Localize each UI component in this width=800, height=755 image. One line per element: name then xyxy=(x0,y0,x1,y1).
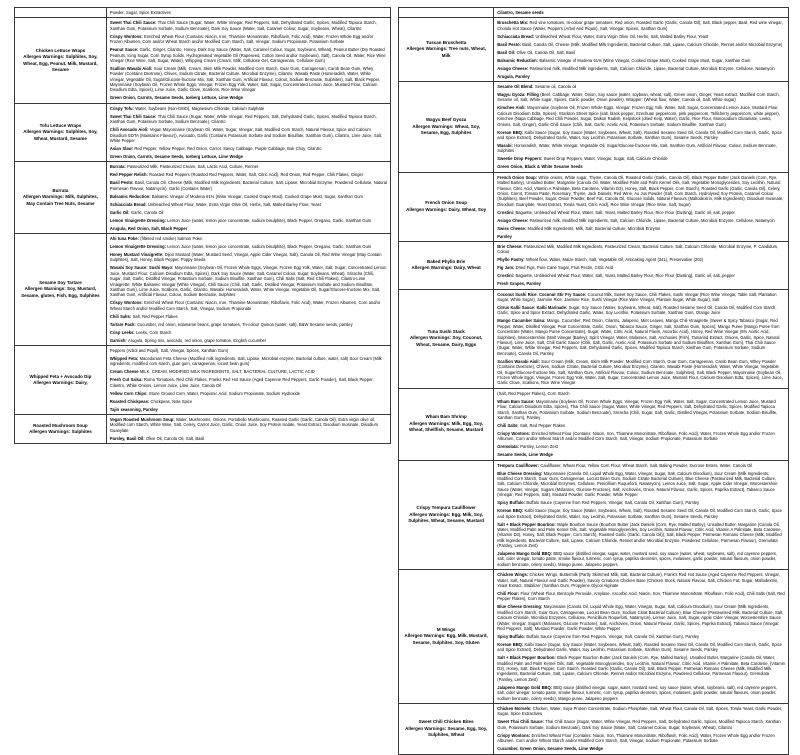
ingredient-line: Cilantro, Sesame seeds xyxy=(497,10,785,15)
ingredient-line: Wasabi Soy Sauce: Sushi Mayo: Mayonnaise (Soybean Oil, Frozen Whole Eggs, Vinegar, Frozen Egg Yolk, Water, Salt, Sugar, Concentrated Lemon Juice, Mustard Flour, Calcium Disodium Edta, Spices), Dark Soy Sauce (Water, Salt, Caramel Colour, Sugar, Soybeans, Wheat), Sriracha (Chili, Sugar, Salt, Garlic, Distilled Vinegar, Potassium Sorbate, Sodium Bisulfite, Xanthan Gum), Chili Salts (Salt, Red Chili Flakes), Cilantro-Lime Vinaigrette: White Balsamic Vinegar (White Vinegar), Chili Sauce (Chili, Salt, Garlic, Distilled Vinegar, Potassium Sorbate and Sodium Bisulfate, Xanthan Gum), Lime Juice, Scallions, Garlic, Cilantro, Wasabi: Horseradish, Water, White Vinegar, Vegetable Oil, Sugar/Glucose-fructose Mix, Salt, Xanthan Gum, Artificial Flavour, Colour, Sodium Benzoate, Sulphites xyxy=(110,265,387,297)
dish-name: Sesame Soy Tartare xyxy=(39,280,82,287)
menu-table-right xyxy=(398,7,789,755)
ingredient-line: French Onion Soup: White onions, White sugar, Thyme, Canola Oil, Roasted Garlic (Garlic, Canola Oil), Black Pepper Butter (Jack Daniels (Corn, Rye, Malted Barley), Unsalted Butter, Margarine (Canola Oil, Water, Modified Palm and Palm Kernel Oils, Salt, Vegetable Monoglycerides, Soy Lecithin, Natural Flavour, Citric Acid, Vitamin A Palmitate, Beta Carotene, Vitamin D3), Honey, Salt, Black Pepper, Corn Starch), Roasted Garlic (Garlic, Canola Oil), Celery, Onion, Carrot, Tomato Paste, Rosemary, Thyme, Jack Daniels, Red Wine, Au Jus Powder (Salt, Corn Starch, Hydrolysed Soy Protein, Caramel Colour (Sulphites), Beef Powder, Sugar, Onion Powder, Beef Fat, Canola Oil, Glucose Solids, Natural Flavours (Maltodextrin, Milk Ingredients), Disodium Inosinate, Disodium Guanylate, Yeast Extract, Torula Yeast, Citric Acid), Rice Wine Vinegar (Rice Wine, Salt, Sugar) xyxy=(497,175,785,207)
ingredient-line: Jalapeno Mango Gold BBQ: BBQ sauce (distilled vinegar, sugar, water, mustard seed, soy sauce (water, wheat, soybeans, salt), red cayenne peppers, salt, cider vinegar, tomato paste, smoke flavour, turmeric, corn syrup, paprika oleoresin, spices, molasses, garlic powder, natural flavours, onion powder, sodium benzoate, celery seeds), Mango puree, Jalapeno peppers xyxy=(497,551,785,567)
dish-label-cell xyxy=(399,290,494,388)
ingredient-line: Peppers (Arbol and Piquil), Salt, Vinegar, Spices, Xanthan Gum) xyxy=(110,348,387,353)
dish-label-cell xyxy=(399,704,494,754)
ingredient-line: Roasted Chickpeas: Chickpeas, Nola Spice xyxy=(110,399,387,404)
ingredient-line: Wasabi: Horseradish, Water, White Vinegar, Vegetable Oil, Sugar/Glucose-fructose Mix, Salt, Xanthan Gum, Artificial Flavour, Colour, Sodium Benzoate, Sulphites xyxy=(497,143,785,154)
dish-label-cell xyxy=(399,18,494,81)
ingredient-line: Cucumber, Green Onion, Sesame Seeds, Lime Wedge xyxy=(497,746,785,751)
ingredient-line: Crispy Wontons: Enriched Wheat Flour (Contains: Niacin, Iron, Thiamine Mononitrate, Riboflavin, Folic Acid), Water, Frozen Whole Egg and/or Frozen Albumen, Corn and/or Wheat Starch and/or Modified Corn Starch, Salt, Vinegar, Sodium Propionate, Potassium Sorbate xyxy=(497,733,785,744)
dish-label-cell xyxy=(15,8,107,17)
table-row xyxy=(399,570,788,704)
ingredient-line: Chili Avocado Aioli: Vegan Mayonnaise (Soybean Oil, Water, Sugar, Vinegar, Salt, Modified Corn Starch, Natural Flavour, Spice and Calcium Disodium EDTA (Maintains Flavour)), Avocado, Garlic (Contains Potassium Sorbate and Sodium Bisulfate, Xanthan Gum), Cilantro, Lime Juice, Salt, White Pepper xyxy=(110,127,387,143)
ingredient-line: Crispy Tofu: Water, Soybeans (Non-GMO), Magnesium Chloride, Calcium Sulphate xyxy=(110,106,387,111)
menu-table-left xyxy=(14,7,391,444)
table-row xyxy=(15,415,390,443)
ingredient-line: Schiacciata Bread: Unbleached Wheat Flour, Water, Extra Virgin Olive Oil, Herbs, Salt, Malted Barley Flour, Yeast xyxy=(110,202,387,207)
ingredient-line: Korean BBQ: Kalbi Sauce (Sugar, Soy Sauce (Water, Soybeans, Wheat, Salt), Roasted Sesame Seed Oil, Canola Oil, Modified Corn Starch, Garlic, Spice and Spice Extract), Dehydrated Garlic, Water, Soy Lecithin, Potassium Sorbate, Xanthan Gum), Sesame Seeds, Parsley xyxy=(497,508,785,519)
table-row xyxy=(399,173,788,242)
allergen-warnings: Allergen Warnings: Tree nuts, Wheat, Milk xyxy=(403,46,489,59)
ingredient-line: Basil Pesto: Basil, Canola Oil, Cheese (Milk, Modified Milk Ingredients, Bacterial Culture, Salt, Lipase, Microbial Enzyme, Powdered Cellulose, Natural Parmesan Flavour, Natamycin), Garlic (Contains Water) xyxy=(110,180,387,191)
dish-label-cell xyxy=(399,82,494,172)
ingredients-cell xyxy=(494,82,788,172)
dish-label-cell xyxy=(15,346,107,414)
allergen-warnings: Allergen Warnings: Dairy, Wheat xyxy=(412,265,481,272)
table-row xyxy=(399,389,788,461)
ingredient-line: Wham Bam Sauce: Mayonnaise (Soybean Oil, Frozen Whole Eggs, Vinegar, Frozen Egg Yolk, Water, Salt, Sugar, Concentrated Lemon Juice, Mustard Flour, Calcium Disodium Edta, Spices), Thai Chili Sauce (Sugar, Water, White Vinegar, Red Peppers, Salt, Dehydrated Garlic, Spices, Modified Tapioca Starch, Xanthan Gum, Potassium Sorbate, Sodium Benzoate), Sriracha (Chili, Sugar, Salt, Garlic, Distilled Vinegar, Potassium Sorbate, Sodium Bisulfite, Xanthan Gum), Parsley xyxy=(497,399,785,421)
table-row xyxy=(399,242,788,290)
ingredient-line: Arugula, Parsley xyxy=(497,74,785,79)
ingredient-line: Garlic Oil: Garlic, Canola Oil xyxy=(110,210,387,215)
ingredients-cell xyxy=(107,234,390,345)
ingredient-line: Asiago Cheese: Pasteurized milk, Modified Milk ingredients, Salt, Calcium Chloride, Lipase, Bacterial Culture, Microbial Enzyme, Cellulose, Natamycin xyxy=(497,218,785,223)
allergen-warnings: Allergen Warnings: Soy, Coconut, Wheat, Sesame, Dairy, Eggs xyxy=(403,335,489,348)
allergen-warnings: Allergen Warnings: Milk, Sulphites, May Contain Tree Nuts, Sesame xyxy=(19,194,102,207)
ingredient-line: Green Onion, Carrots, Sesame Seeds, Iceberg Lettuce, Lime Wedge xyxy=(110,95,387,100)
ingredient-line: Fresh Grapes, Parsley xyxy=(497,281,785,286)
ingredient-line: Lemon Vinaigrette Dressing: Lemon Juice (water, lemon juice concentrate, sodium bisulphite), Black Pepper, Oregano, Garlic, Xanthan Gum xyxy=(110,244,387,249)
ingredient-line: Cream Cheese MILK, CREAM, MODIFIED MILK INGREDIENTS, SALT, BACTERIAL CULTURE, LACTIC ACID xyxy=(110,369,387,374)
ingredient-line: (Salt, Red Pepper Flakes), Corn Starch xyxy=(497,391,785,396)
table-row xyxy=(15,104,390,163)
dish-label-cell xyxy=(15,415,107,443)
ingredient-line: Bruschetta Mix: Red vine tomatoes, tri-colour grape tomatoes, Red onion, Roasted Garlic (Garlic, Canola Oil), Salt, Black pepper, Basil, Red wine vinegar, Cholula Hot Sauce (Water, Peppers (Arbol And Piquin), Salt, Vinegar, Spices, Xanthan Gum) xyxy=(497,20,785,31)
ingredient-line: Tartare Pack: Cucumber, red onion, edamame beans, grape tomatoes, Tri-colour Quinoa (water, salt), B&W Sesame seeds, parsley xyxy=(110,322,387,327)
ingredient-line: Parsley, Basil Oil: Olive Oil, Canola Oil, Salt, Basil xyxy=(110,436,387,441)
ingredient-line: Green Onion, Carrots, Sesame Seeds, Iceberg Lettuce, Lime Wedge xyxy=(110,154,387,159)
ingredient-line: Fresh Cut Salsa: Roma Tomatoes, Red Chili Flakes, Franks Red Hot Sauce (Aged Cayenne Red Peppers, Garlic Powder), Salt, Black Pepper, Cilantro, White Onions, Lemon Juice, Lime Juice, Canola Oil xyxy=(110,377,387,388)
dish-name: Crispy Tempura Cauliflower xyxy=(416,505,475,512)
ingredient-line: Green Onion, Black & White Sesame Seeds xyxy=(497,164,785,169)
dish-label-cell xyxy=(15,162,107,233)
ingredient-line: Basil Pesto: Basil, Canola Oil, Cheese (Milk, Modified Milk Ingredients, Bacterial Culture, Salt, Lipase, Calcium Chloride, Rennet and/or Microbial Enzyme) xyxy=(497,42,785,47)
dish-label-cell xyxy=(399,242,494,289)
dish-name: Tofu Lettuce Wraps xyxy=(40,123,82,130)
dish-name: Wham Bam Shrimp xyxy=(426,414,467,421)
ingredient-line: Fig Jam: Dried Figs, Pure Cane Sugar, Fruit Pectin, Citric Acid xyxy=(497,265,785,270)
ingredient-line: Garnish: Arugula, Spring mix, avocado, red onion, grape tomatoe, English cucumber xyxy=(110,338,387,343)
ingredient-line: Crisp Leeks: Leeks, Corn Starch xyxy=(110,330,387,335)
allergen-warnings: Allergen Warnings: Sesame, Egg, Soy, Sulphites, Wheat xyxy=(403,726,489,739)
ingredient-line: Korean BBQ: Kalbi Sauce (Sugar, Soy Sauce (Water, Soybeans, Wheat, Salt), Roasted Sesame Seed Oil, Canola Oil, Modified Corn Starch, Garlic, Spice and Spice Extract), Dehydrated Garlic, Water, Soy Lecithin, Potassium Sorbate, Xanthan Gum), Sesame Seeds, Parsley xyxy=(497,130,785,141)
table-row xyxy=(399,8,788,18)
dish-name: Sweet Chili Chicken Bites xyxy=(419,719,474,726)
allergen-warnings: Allergen Warnings: Egg, Milk, Soy, Sulphites, Wheat, Sesame, Mustard xyxy=(403,512,489,525)
ingredient-line: Sweet Thai Chili Sauce: Thai Chili Sauce (Sugar, Water, White Vinegar, Red Peppers, Salt, Dehydrated Garlic, Spices, Modified Tapioca Starch, Xanthan Gum, Potassium Sorbate, Sodium Benzoate), Cilantro xyxy=(110,114,387,125)
table-row xyxy=(15,234,390,346)
ingredient-line: Red Pepper Relish: Roasted Red Peppers (Roasted Red Peppers, Water, Salt, Citric Acid), Red Onion, Red Pepper, Chili Flakes, Ginger xyxy=(110,172,387,177)
allergen-warnings: Allergen Warnings: Sulphites, Soy, Wheat, Egg, Peanut, Milk, Mustard, Sesame xyxy=(19,54,102,74)
ingredient-line: Korean BBQ: Kalbi Sauce (Sugar, Soy Sauce (Water, Soybeans, Wheat, Salt), Roasted Sesame Seed Oil, Canola Oil, Modified Corn Starch, Garlic, Spice and Spice Extract), Dehydrated Garlic, Water, Soy Lecithin, Potassium Sorbate, Xanthan Gum), Sesame Seeds, Parsley xyxy=(497,642,785,653)
allergen-warnings: Allergen Warnings: Sulphites, Soy, Wheat, Mustard, Sesame xyxy=(19,129,102,142)
table-row xyxy=(399,704,788,754)
allergen-warnings: Allergen Warnings: Dairy, xyxy=(33,380,88,387)
ingredient-line: Asiago Cheese: Pasteurized milk, Modified Milk ingredients, Salt, Calcium Chloride, Lipase, Bacterial Culture, Microbial Enzyme, Cellulose, Natamycin xyxy=(497,66,785,71)
ingredient-line: Asian Slaw: Red Pepper, Yellow Pepper, Red Onion, Carrot, Savoy Cabbage, Purple Cabbage, Bok Choy, Cilantro xyxy=(110,146,387,151)
ingredient-line: Basil Oil: Olive Oil, Canola Oil, Salt, Basil xyxy=(497,50,785,55)
dish-name: Wagyu Beef Gyoza xyxy=(426,117,466,124)
ingredient-line: Honey Mustard Vinaigrette: Dijon Mustard (Water, Mustard Seed, Vinegar, Apple Cider Vinegar, Salt), Canola Oil, Red Wine Vinegar (May Contain Sulphites), Salt, Honey, Black Pepper, Poppy Seeds xyxy=(110,252,387,263)
ingredient-line: Balsamic Reduction: Balsamic Vinegar of Modena 61% (Wine Vinegar, Cooked Grape Must), Cooked Grape Must, Sugar, Xanthan Gum xyxy=(110,194,387,199)
ingredient-line: Swiss Cheese: Modified Milk Ingredients, Milk, Salt, Bacterial Culture, Microbial Enzyme xyxy=(497,226,785,231)
table-row xyxy=(15,162,390,234)
allergen-warnings: Allergen Warnings: Milk, Egg, Soy, Wheat, Shellfish, Sesame, Mustard xyxy=(403,421,489,434)
table-row xyxy=(399,290,788,389)
ingredients-cell xyxy=(107,8,390,17)
ingredient-line: Tajin seasoning, Parsley xyxy=(110,407,387,412)
ingredient-line: Chicken Wings: Chicken Wings, Buttermilk (Partly Skimmed Milk, Salt, Bacterial Culture), Frank's Red Hot Sauce (Aged Cayenne Red Peppers, Vinegar, Water, Salt, Natural Flavour and Garlic Powder), Savory Creations Chicken Base (Chicken Stock, Natural Flavour, Salt, Chicken Fat, Sugar, Maltodextrin, Yeast Extract, Stabilizer (Xanthan Gum, Propylene Glycol Alginate xyxy=(497,572,785,588)
dish-label-cell xyxy=(399,570,494,703)
ingredient-line: Tempura Cauliflower: Cauliflower, Wheat Flour, Yellow Corn Flour, Wheat Starch, Salt, Baking Powder, Sucrose Esters, Water, Canola Oil xyxy=(497,463,785,468)
ingredients-cell xyxy=(107,346,390,414)
dish-label-cell xyxy=(399,389,494,460)
ingredient-line: Citrus Kalbi Sauce: Kalbi Marinade: Sugar, Soy Sauce (Water, Soybeans, Wheat, Salt), Roasted Sesame Seed Oil, Canola Oil, Modified Corn Starch, Garlic, Spice and Spice Extract, Dehydrated Garlic, Water, Soy Lecithin, Potassium Sorbate, Xanthan Gum, Orange Juice xyxy=(497,305,785,316)
ingredients-cell xyxy=(494,173,788,241)
ingredient-line: Balsamic Reduction: Balsamic Vinegar of Modena 61% (Wine Vinegar, Cooked Grape Must), Cooked Grape Must, Sugar, Xanthan Gum xyxy=(497,58,785,63)
ingredients-cell xyxy=(494,18,788,81)
dish-label-cell xyxy=(399,461,494,570)
ingredient-line: Sesame Oil Blend: Sesame oil, Canola oil xyxy=(497,84,785,89)
ingredient-line: Sweetie Drop Peppers: Sweet Drop Peppers, Water, Vinegar, Sugar, Salt, Calcium Chloride xyxy=(497,156,785,161)
ingredient-line: Salt + Black Pepper Bourbon: Maple Bourbon Sauce (Bourbon Butter (Jack Daniels (Corn, Rye, Malted Barley), Unsalted Butter, Margarine (Canola Oil, Water, Modified Palm and Palm Kernel Oils, Salt, Vegetable Monoglycerides, Soy Lecithin, Natural Flavour, Citric Acid, Vitamin A Palmitate, Beta Carotene, (Vitamin D3), Honey, Salt, Black Pepper, Corn Starch), Roasted Garlic (Garlic, Canola Oil)), Salt, Black Pepper, Parmesan Romano Cheese (Milk, Modified Milk Ingredients, Bacterial Culture, Salt, Lipase, Calcium Chloride, Rennet and/or Microbial Enzyme, Powdered Cellulose, Parmesan Flavour), Gremolata (Parsley, Lemon Zest) xyxy=(497,522,785,549)
dish-name: M Wings xyxy=(437,627,455,634)
dish-label-cell xyxy=(15,104,107,162)
ingredient-line: Arugula, Red Onion, Salt, Black Pepper xyxy=(110,226,387,231)
ingredients-cell xyxy=(494,704,788,754)
ingredient-line: Peanut Sauce: Garlic, Ginger, Cilantro, Honey, Dark Soy Sauce (Water, Salt, Caramel Colour, Sugar, Soybeans, Wheat), Peanut Butter (Dry Roasted Peanuts, Icing Sugar, Corn Syrup Solids, Hydrogenated Vegetable Oil (Rapeseed, Cotton Seed and/or Soybeans), Salt), Canola Oil, Water, Rice Wine Vinegar (Rice Wine, Salt, Sugar, Water), Whipping Cream (Cream, Milk, Cellulose Gel, Carrageenan, Cellulose Gum) xyxy=(110,47,387,63)
ingredients-cell xyxy=(494,389,788,460)
dish-name: Baked Phyllo Brie xyxy=(427,259,465,266)
ingredients-cell xyxy=(107,162,390,233)
ingredient-line: Chili Salts: Salt, Red Pepper Flakes xyxy=(110,314,387,319)
dish-name: Roasted Mushroom Soup xyxy=(33,423,88,430)
ingredient-line: Vegan Roasted Mushroom Soup: Water, Mushrooms, Onions, Portobello Mushrooms, Roasted Garlic (Garlic, Canola Oil), Extra virgin olive oil, Modified corn Starch, White Wine, Salt, Celery, Carrot Juice, Garlic, Onion Juice, Soy Protein Isolate, Yeast Extract, Disodium Inosinate, Disodium Guanylate xyxy=(110,417,387,433)
dish-name: Tuscan Bruschetta xyxy=(426,40,466,47)
ingredient-line: Chili Flour: Flour (Wheat Flour, Benzoyle Peroxide, Amylase, Ascorbic Acid, Niacin, Iron, Thiamine Mononitrate, Riboflavin, Folic Acid), Chili Salts (Salt, Red Pepper Flakes), Corn Starch xyxy=(497,591,785,602)
table-row xyxy=(399,18,788,82)
dish-name: French Onion Soup xyxy=(425,200,467,207)
ingredient-line: Lemon Vinaigrette Dressing: Lemon Juice (water, lemon juice concentrate, sodium bisulphite), Black Pepper, Oregano, Garlic, Xanthan Gum xyxy=(110,218,387,223)
ingredient-line: Wagyu Gyoza: Filling (Beef, Cabbage, Water, Onion, Soy sauce (water, soybean, wheat, salt), Green onion, Ginger, Yeast extract, Modified Corn Starch, Sesame oil, Salt, White sugar, Spices, Garlic powder, Onion powder). Wrapper: (Wheat flour, Water, Canola oil, Salt, White sugar) xyxy=(497,92,785,103)
dish-label-cell xyxy=(399,173,494,241)
ingredient-line: Whipped Feta: Macedonian Feta Cheese (Modified milk ingredients, Salt, Lipase, Microbial enzyme, Bacterial culture, water, salt) Sour Cream (Milk ingredients, modified corn starch, guar gum, carrageenan, locust bean gum) xyxy=(110,356,387,367)
ingredients-cell xyxy=(107,104,390,162)
ingredient-line: Blue Cheese Dressing: Mayonnaise (Canola Oil, Liquid Whole Egg, Water, Vinegar, Sugar, Salt, Calcium Disodium), Sour Cream (Milk Ingredients, Modified Corn Starch, Guar Gum, Carrageenan, Locust Bean Gum, Sodium Citrate Bacterial Culture), Blue Cheese (Pasteurized Milk, Bacterial Culture, Salt, Calcium Chloride, Microbial Enzymes, Cellulose, Penicillium Roqueforti, Natamycin), Lemon Juice, Salt, Sugar, Apple Cider Vinegar, Worcestershire Sauce (Water, Vinegar, Sugars (Molasses, Glucose-Fructose), Salt, Anchovies, Onion, Natural Flavour, Garlic, Spices, Paprika Extract), Tabasco Sauce (Vinegar, Red Peppers, Salt), Mustard Powder, Garlic Powder, White Pepper xyxy=(497,471,785,498)
dish-name: Burrata xyxy=(52,188,68,195)
ingredient-line: Parsley xyxy=(497,234,785,239)
ingredient-line: Crostini: Baguette, Unbleached Wheat Flour, Water, Salt, Yeast, Malted Barley Flour, Rice Flour (Dusting), Garlic oil, salt, pepper xyxy=(497,210,785,215)
ingredient-line: Ahi tuna Poke: (filtered red smoke) Salmon Poke: xyxy=(110,236,387,241)
allergen-warnings: Allergen Warnings: Soy, Mustard, Sesame, gluten, Fish, Egg, Sulphites xyxy=(19,286,102,299)
table-row xyxy=(15,346,390,415)
ingredient-line: Coconut Sushi Rice: Coconut Stir Fry Sauce: Coconut Milk, Sweet Soy Sauce, Chili Flakes, Sushi Vinegar (Rice Wine Vinegar, Table Salt, Plantation Sugar, White Sugar), Jasmine Rice: Jasmine Rice, Sushi Vinegar (Rice Wine Vinegar, Plantain Sugar, White Sugar), Salt xyxy=(497,292,785,303)
ingredient-line: Schiacciata Bread: Unbleached Wheat Flour, Water, Extra Virgin Olive Oil, Herbs, Salt, Malted Barley Flour, Yeast xyxy=(497,34,785,39)
allergen-warnings: Allergen Warnings: Dairy, Wheat, Soy xyxy=(406,207,486,214)
ingredient-line: Scallion Wasabi Aioli: Sour Cream (Milk, Cream, Skim Milk Powder, Modified Corn Starch, Guar Gum, Carrageenan, Carob Bean Gum, Whey Powder (Contains Dextrose), Chives, Sodium Citrate, Bacterial Culture, Microbial Enzyme), Cilantro, Wasabi Paste (Horseradish, Water, White Vinegar, Vegetable Oil, Sugar/Glucose-fructose Mix, Salt, Xanthan Gum, Artificial Flavour, Colour, Sodium Benzoate, Sulphites), Salt, Black Pepper, Mayonnaise (Soybean Oil, Frozen Whole Eggs, Vinegar, Frozen Egg Yolk, Water, Salt, Sugar, Concentrated Lemon Juice, Mustard Flour, Calcium Disodium Edta, Spices), Lime Juice, Garlic Clove, Scallions, Rice Wine Vinegar xyxy=(110,66,387,93)
table-row xyxy=(399,461,788,571)
table-row xyxy=(399,82,788,173)
ingredient-line: Powder, Sugar, Spice Extractives xyxy=(110,10,387,15)
ingredient-line: Scallion Wasabi Aioli: Sour Cream (Milk, Cream, Skim Milk Powder, Modified Corn Starch, Guar Gum, Carrageenan, Carob Bean Gum, Whey Powder (Contains Dextrose), Chives, Sodium Citrate, Bacterial Culture, Microbial Enzyme), Cilantro, Wasabi Paste (Horseradish, Water, White Vinegar, Vegetable Oil, Sugar/Glucose-fructose Mix, Salt, Xanthan Gum, Artificial Flavour, Colour, Sodium Benzoate, Sulphites), Salt, Black Pepper, Mayonnaise (Soybean Oil, Frozen Whole Eggs, Vinegar, Frozen Egg Yolk, Water, Salt, Sugar, Concentrated Lemon Juice, Mustard Flour, Calcium Disodium Edta, Spices), Lime Juice, Garlic Clove, Scallions, Rice Wine Vinegar xyxy=(497,359,785,386)
allergen-warnings: Allergen Warnings: Wheat, Soy, Sesame, Egg, Sulphites xyxy=(403,124,489,137)
ingredient-line: Jalapeno Mango Gold BBQ: BBQ sauce (distilled vinegar, sugar, water, mustard seed, soy sauce (water, wheat, soybeans, salt), red cayenne peppers, salt, cider vinegar, tomato paste, smoke flavour, turmeric, corn syrup, paprika oleoresin, spices, molasses, garlic powder, natural flavours, onion powder, sodium benzoate, celery seeds), Mango puree, Jalapeno peppers xyxy=(497,685,785,701)
table-row xyxy=(15,8,390,18)
ingredient-line: Crostini: Baguette, Unbleached Wheat Flour, Water, Salt, Yeast, Malted Barley Flour, Rice Flour (Dusting), Garlic oil, salt, pepper xyxy=(497,273,785,278)
ingredient-line: Crispy Wontons: Enriched Wheat Flour (Contains: Niacin, Iron, Thiamine Mononitrate, Riboflavin, Folic Acid), Water, Frozen Albumen, Corn and/or Wheat Starch and/or Modified Corn Starch, Salt, Vinegar, Sodium Propionate xyxy=(110,300,387,311)
ingredients-cell xyxy=(107,18,390,102)
dish-name: Chicken Lettuce Wraps xyxy=(36,48,86,55)
ingredients-cell xyxy=(107,415,390,443)
ingredient-line: Spicy Buffalo: Buffalo Sauce (Cayenne from Red Peppers, Vinegar, Salt, Canola Oil, Xanthan Gum), Parsley xyxy=(497,500,785,505)
ingredient-line: Sweet Thai Chili Sauce: Thai Chili Sauce (Sugar, Water, White Vinegar, Red Peppers, Salt, Dehydrated Garlic, Spices, Modified Tapioca Starch, Xanthan Gum, Potassium Sorbate, Sodium Benzoate), Dark Soy Sauce (Water, Salt, Caramel Colour, Sugar, Soybeans, Wheat), Cilantro xyxy=(497,719,785,730)
allergen-warnings: Allergen Warnings: Egg, Milk, Mustard, Sesame, Sulphites, Soy, Gluten xyxy=(403,633,489,646)
ingredient-line: Yellow Corn Chips: Stone Ground Corn, Water, Propionic Acid, Sodium Propionate, Sodium Hydroxide xyxy=(110,391,387,396)
dish-label-cell xyxy=(15,234,107,345)
ingredients-cell xyxy=(494,461,788,570)
ingredient-line: Chili Salts: Salt, Red Pepper Flakes xyxy=(497,423,785,428)
ingredient-line: Spicy Buffalo: Buffalo Sauce (Cayenne from Red Peppers, Vinegar, Salt, Canola Oil, Xanthan Gum), Parsley xyxy=(497,634,785,639)
dish-name: Whipped Feta + Avocado Dip xyxy=(30,374,92,381)
dish-name: Tuna Sushi Stack xyxy=(428,329,465,336)
ingredient-line: Crispy Wontons: Enriched Wheat Flour (Contains: Niacin, Iron, Thiamine Mononitrate, Riboflavin, Folic Acid), Water, Frozen Whole Egg and/or Frozen Albumen, Corn and/or Wheat Starch and/or Modified Corn Starch, Salt, Vinegar, Sodium Propionate, Potassium Sorbate xyxy=(497,431,785,442)
ingredient-line: Blue Cheese Dressing: Mayonnaise (Canola Oil, Liquid Whole Egg, Water, Vinegar, Sugar, Salt, Calcium Disodium), Sour Cream (Milk Ingredients, Modified Corn Starch, Guar Gum, Carrageenan, Locust Bean Gum, Sodium Citrat Bacterial Culture), Blue Cheese (Pasteurised Milk, Bacterial Culture, Salt, Calcium Chloride, Microbial Enzymes, Cellulose, Penicillium Roqueforti, Natamycin), Lemon Juice, Salt, Sugar, Apple Cider Vinegar, Worcestershire Sauce (Water, Vinegar, Sugars (Molasses, Glucose Fructose), Salt, Anchovies, Onion, Natural Flavour, Garlic, Spices, Paprika Extract), Tabasco Sauce (Vinegar, Red Peppers, Salt), Mustard Powder, Garlic Powder, White Pepper xyxy=(497,604,785,631)
ingredients-cell xyxy=(494,290,788,388)
ingredient-line: Kimchee Aioli: Mayonnaise (Soybean Oil, Frozen Whole Eggs, Vinegar, Frozen Egg Yolk, Water, Salt, Sugar, Concentrated Lemon Juice, Mustard Flour, Calcium Disodium Edta, Spices), Stockton Street Spice (salt, black pepper, Szechuan peppercorn, pink peppercorn, Tellicherry peppercorn, white pepper), Kimchee (Napa Cabbage, Red Chili Powder, Sugar, Daikon Radish, Kelpstock (dried Kelp, Water), Garlic, Rice Flour, Monosodium Glutamate, Leeks, Onions, Salt, Ginger), Garlic Chili Sauce (Chili, Salt, Garlic, Acetic Acid, Potassium Sorbate, Sodium Bisulfite, Xanthan Gum) xyxy=(497,105,785,127)
dish-label-cell xyxy=(15,18,107,102)
ingredient-line: Mango Cucumber Salsa: Mango, Cucumber, Red Onion, Cilantro, Jalapeno, Mint Leaves, Mango Chili Vinaigrette (Sweet & Spicy Tabasco (Sugar, Red Pepper, Water, Distilled Vinegar, Pear Concentrate, Garlic, Onion, Tabasco Sauce, Ginger, Salt, Xanthan Gum, Spices), Mango Puree (Mango Puree from Concentrate (Water, Mango Puree Concentrate), Sugar, Water, Citric Acid, Natural Flavin, Ascorbic Acid), Honey, Red Wine Vinegar (5% Acetic Acid, Sulphites), Worcestershire (Malt Vinegar (Barley), Spirit Vinegar, Water, Molasses, Salt, Anchovies (Fish), Tamarind Extract, Onions, Garlic, Spice, Natural Flavour), Lime Juice, Salt, Chili Garlic Sauce (Chili, Salt, Garlic, Acetic Acid, Potassium Sorbate and Sodium Bisulfites, Xanthan Gum), Thai Chili Sauce (Sugar, Water, White Vinegar, Red Peppers, Salt, Dehydrated Garlic, Spices, Modified Tapioca Starch, Xanthan Gum, Potassium Sorbate, Sodium Benzoate), Canola Oil, Parsley xyxy=(497,318,785,356)
allergen-warnings: Allergen Warnings: Sulphites xyxy=(29,429,92,436)
ingredients-cell xyxy=(494,242,788,289)
ingredient-line: Brie Cheese: Pasteurized Milk, Modified Milk Ingredients, Pasteurized Cream, Bacterial Culture, Salt, Calcium Chloride, Microbial Enzyme, P. Candidum, Colour xyxy=(497,244,785,255)
table-row xyxy=(15,18,390,103)
ingredient-line: Sesame Seeds, Lime Wedge xyxy=(497,452,785,457)
ingredient-line: Salt + Black Pepper Bourbon: Black Pepper Bourbon Butter (Jack Daniels (Corn, Rye, Malted Barley), Unsalted Butter, Margarine (Canola Oil, Water, Modified Palm and Palm Kernel Oils, Salt, Vegetable Monoglycerides, Soy Lecithin, Natural Flavour, Citric Acid, Vitamin A Palmitate, Beta Carotene, (Vitamin D3), Honey, Salt, Black Pepper, Corn Starch, Roasted Garlic (Garlic, Canola Oil), Salt, Black Pepper, Parmesan Romano Cheese (Milk, Modified Milk Ingredients, Bacterial Culture, Salt, Lipase, Calcium Chloride, Rennet and/or Microbial Enzyme, Powdered Cellulose, Parmesan Flavour), Gremolata (Parsley, Lemon Zest) xyxy=(497,655,785,682)
ingredient-line: Crispy Wontons: Enriched Wheat Flour (Contains: Niacin, Iron, Thiamine Mononitrate, Riboflavin, Folic Acid), Water, Frozen Whole Egg and/or Frozen Albumen, Corn and/or Wheat Starch and/or Modified Corn Starch, Salt, Vinegar, Sodium Propionate, Potassium Sorbate xyxy=(110,34,387,45)
ingredients-cell xyxy=(494,570,788,703)
ingredients-cell xyxy=(494,8,788,17)
ingredient-line: Gremolata: Parsley, Lemon Zest xyxy=(497,444,785,449)
ingredient-line: Phyllo Pastry: Wheat flour, Water, Maize Starch, Salt, Vegetable Oil, Anticaking Agent (341), Preservative (202) xyxy=(497,257,785,262)
ingredient-line: Sweet Thai Chili Sauce: Thai Chili Sauce (Sugar, Water, White Vinegar, Red Peppers, Salt, Dehydrated Garlic, Spices, Modified Tapioca Starch, Xanthan Gum, Potassium Sorbate, Sodium Benzoate), Dark Soy Sauce (Water, Salt, Caramel Colour, Sugar, Soybeans, Wheat), Cilantro xyxy=(110,20,387,31)
ingredient-line: Burrata: Pasteurized Milk, Pasteurized Cream, Salt, Lactic Acid, Culture, Rennet xyxy=(110,164,387,169)
dish-label-cell xyxy=(399,8,494,17)
ingredient-line: Chicken Morsels: Chicken, Water, Soya Protein Concentrate, Sodium Phosphate, Salt, Wheat Flour, Canola Oil, Salt, Spices, Torula Yeast, Garlic Powder, Sugar, Spice Extractives xyxy=(497,706,785,717)
